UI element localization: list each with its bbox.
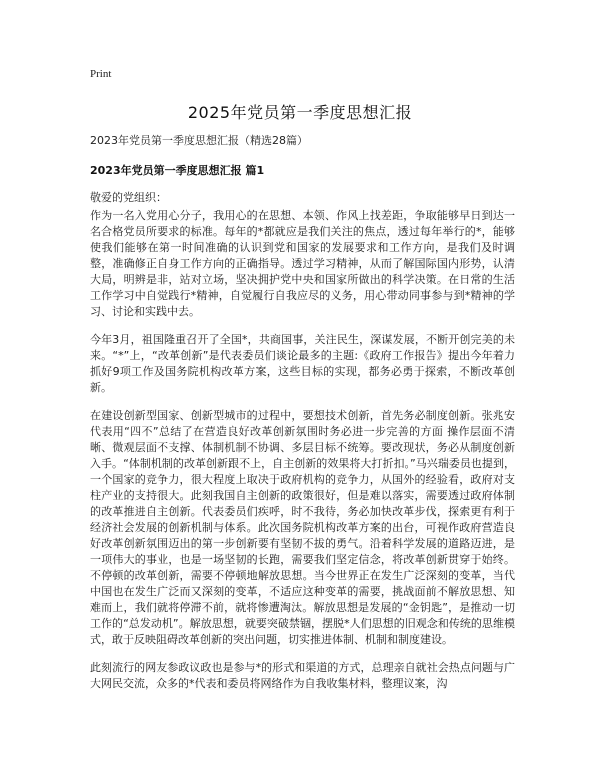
paragraph-1: 作为一名入党用心分子，我用心的在思想、本领、作风上找差距，争取能够早日到达一名合格党员所要求的标准。每年的*都就应是我们关注的焦点，透过每年举行的*，能够使我们能够在第一时间准确的认识到党和国家的发展要求和工作方向，是我们及时调整，准确修正自身工作方向的正确指导。透过学习精神，从而了解国际国内形势，认清大局，明辨是非，站对立场，坚决拥护党中央和国家所做出的科学决策。在日常的生活工作学习中自觉践行*精神，自觉履行自我应尽的义务，用心带动同事参与到*精神的学习、讨论和实践中去。	[90, 209, 515, 318]
paragraph-2: 今年3月，祖国隆重召开了全国*，共商国事，关注民生，深谋发展，不断开创完美的未来。“*”上，“改革创新”是代表委员们谈论最多的主题:《政府工作报告》提出今年着力抓好9项工作及国务院机构改革方案，这些目标的实现，都务必勇于探索，不断改革创新。	[90, 333, 515, 394]
document-subtitle: 2023年党员第一季度思想汇报（精选28篇）	[90, 134, 308, 147]
paragraph-3: 在建设创新型国家、创新型城市的过程中，要想技术创新，首先务必制度创新。张兆安代表用“四不”总结了在营造良好改革创新氛围时务必进一步完善的方面 操作层面不清晰、微观层面不支撑、体制机制不协调、多层目标不统筹。要改现状，务必从制度创新入手。“体制机制的改革创新跟不上，自主创新的效果将大打折扣。”马兴瑞委员也提到，一个国家的竞争力，很大程度上取决于政府机构的竞争力，从国外的经验看，政府对支柱产业的支持很大。此刻我国自主创新的政策很好，但是难以落实，需要透过政府体制的改革推进自主创新。代表委员们疾呼，时不我待，务必加快改革步伐，探索更有利于经济社会发展的创新机制与体系。此次国务院机构改革方案的出台，可视作政府营造良好改革创新氛围迈出的第一步创新要有坚韧不拔的勇气。沿着科学发展的道路迈进，是一项伟大的事业，也是一场坚韧的长跑，需要我们坚定信念，将改革创新贯穿于始终。不停顿的改革创新，需要不停顿地解放思想。当今世界正在发生广泛深刻的变革，当代中国也在发生广泛而又深刻的变革，不适应这种变革的需要，挑战面前不解放思想、知难而上，我们就将停滞不前，就将惨遭淘汰。解放思想是发展的“金钥匙”，是推动一切工作的“总发动机”。解放思想，就要突破禁锢，摆脱*人们思想的旧观念和传统的思维模式，敢于反映阻碍改革创新的突出问题，切实推进体制、机制和制度建设。	[90, 409, 515, 646]
paragraph-4: 此刻流行的网友参政议政也是参与*的形式和渠道的方式，总理亲自就社会热点问题与广大网民交流，众多的*代表和委员将网络作为自我收集材料，整理议案，沟	[90, 661, 515, 690]
document-title: 2025年党员第一季度思想汇报	[187, 103, 413, 122]
print-label: Print	[90, 68, 112, 80]
document-body	[90, 208, 515, 704]
salutation: 敬爱的党组织：	[90, 191, 167, 204]
section-heading: 2023年党员第一季度思想汇报 篇1	[90, 164, 265, 177]
